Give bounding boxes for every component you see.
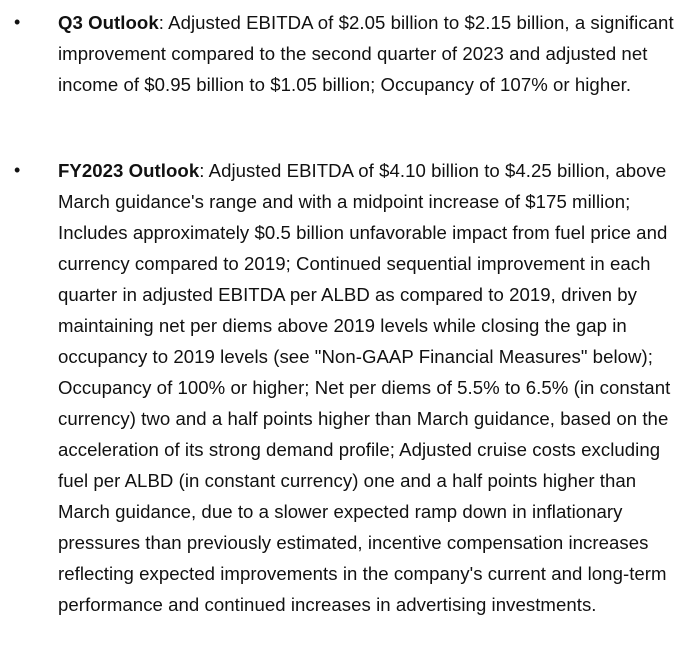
q3-outlook-text: : Adjusted EBITDA of $2.05 billion to $2.15 billion, a significant improvement compared to the second quarter of 2023 and adjusted net income of $0.95 billion to $1.05 billion; Occupancy of 107% or higher. (58, 12, 674, 95)
bullet-marker: • (14, 160, 21, 180)
list-item-fy2023-outlook (0, 155, 682, 620)
fy2023-outlook-label: FY2023 Outlook (58, 160, 200, 181)
bullet-marker: • (14, 12, 21, 32)
q3-outlook-label: Q3 Outlook (58, 12, 159, 33)
fy2023-outlook-text: : Adjusted EBITDA of $4.10 billion to $4.25 billion, above March guidance's range and with a midpoint increase of $175 million; Includes approximately $0.5 billion unfavorable impact from fuel price and currency compared to 2019; Continued sequential improvement in each quarter in adjusted EBITDA per ALBD as compared to 2019, driven by maintaining net per diems above 2019 levels while closing the gap in occupancy to 2019 levels (see "Non-GAAP Financial Measures" below); Occupancy of 100% or higher; Net per diems of 5.5% to 6.5% (in constant currency) two and a half points higher than March guidance, based on the acceleration of its strong demand profile; Adjusted cruise costs excluding fuel per ALBD (in constant currency) one and a half points higher than March guidance, due to a slower expected ramp down in inflationary pressures than previously estimated, incentive compensation increases reflecting expected improvements in the company's current and long-term performance and continued increases in advertising investments. (58, 160, 671, 615)
list-item-q3-outlook (0, 7, 682, 100)
